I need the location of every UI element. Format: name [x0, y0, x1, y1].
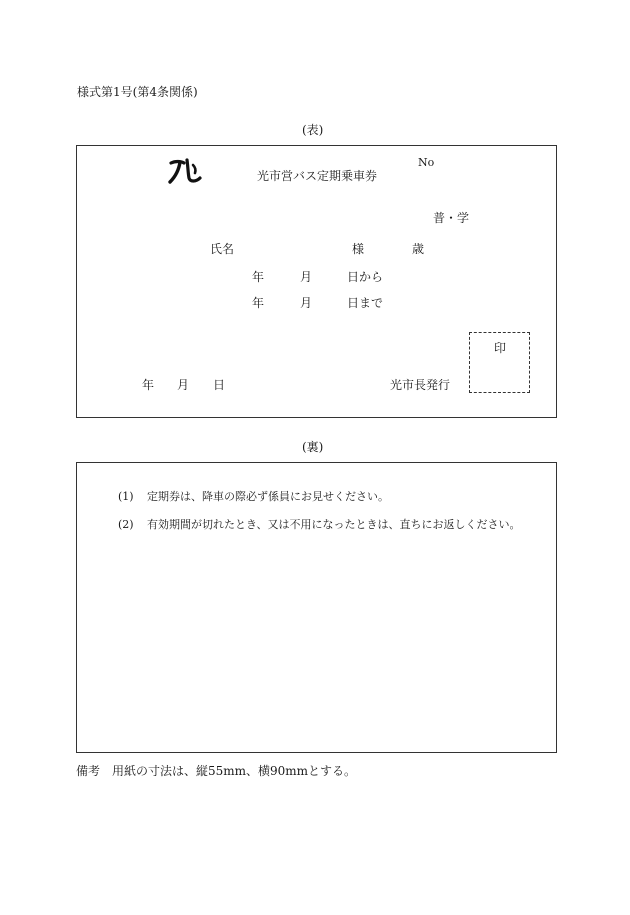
honorific-label: 様 — [352, 242, 365, 256]
to-year-label: 年 — [252, 296, 265, 310]
front-section-label: (表) — [302, 123, 324, 137]
number-label: No — [418, 156, 435, 169]
remark: 備考 用紙の寸法は、縦55mm、横90mmとする。 — [76, 764, 357, 778]
city-logo-icon — [167, 157, 203, 185]
to-month-label: 月 — [300, 296, 313, 310]
to-day-label: 日まで — [347, 296, 384, 310]
issue-year-label: 年 — [142, 378, 155, 392]
card-title: 光市営バス定期乗車券 — [257, 169, 378, 183]
note-number: (1) — [118, 490, 134, 503]
note-text: 有効期間が切れたとき、又は不用になったときは、直ちにお返しください。 — [147, 518, 521, 531]
name-label: 氏名 — [210, 242, 235, 256]
issue-month-label: 月 — [177, 378, 190, 392]
from-month-label: 月 — [300, 270, 313, 284]
from-year-label: 年 — [252, 270, 265, 284]
age-label: 歳 — [412, 242, 425, 256]
note-text: 定期券は、降車の際必ず係員にお見せください。 — [147, 490, 389, 503]
from-day-label: 日から — [347, 270, 384, 284]
category-label: 普・学 — [433, 211, 470, 225]
back-section-label: (裏) — [302, 440, 324, 454]
form-number: 様式第1号(第4条関係) — [77, 85, 198, 99]
issue-day-label: 日 — [213, 378, 226, 392]
seal-label: 印 — [494, 341, 507, 355]
back-card — [76, 462, 557, 753]
issuer-label: 光市長発行 — [390, 378, 451, 392]
note-number: (2) — [118, 518, 134, 531]
